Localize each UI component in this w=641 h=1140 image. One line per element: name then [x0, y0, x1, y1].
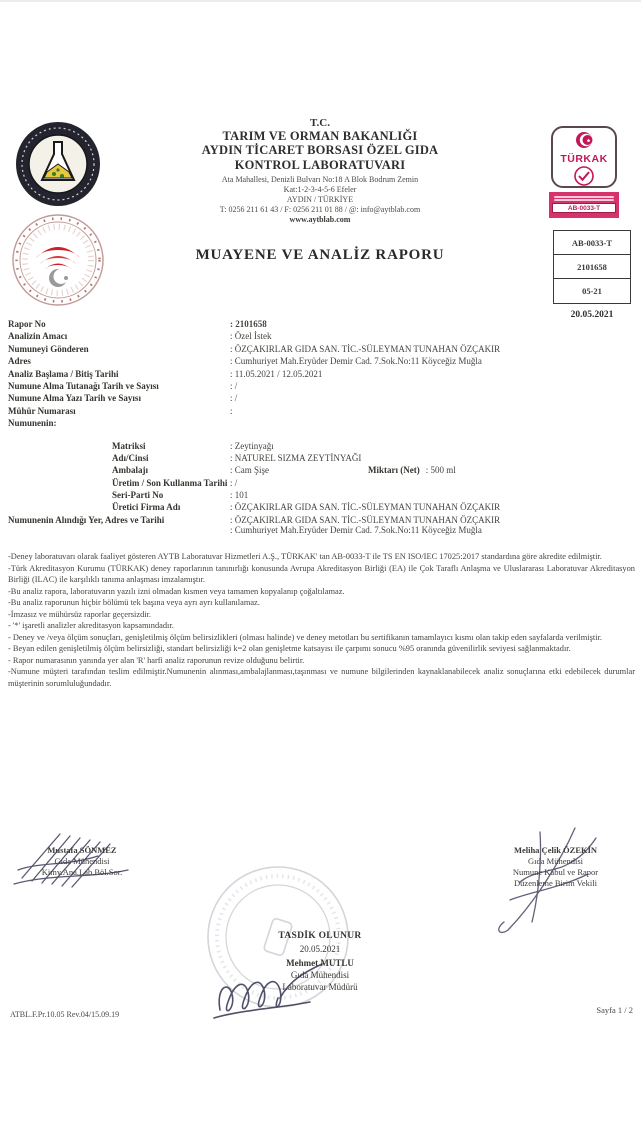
approval-label: TASDİK OLUNUR — [278, 931, 362, 941]
field-row — [8, 502, 635, 514]
report-date: 20.05.2021 — [570, 310, 614, 320]
note-line: -İmzasız ve mühürsüz raporlar geçersizdir. — [8, 609, 152, 619]
website-link[interactable]: www.aytblab.com — [289, 214, 351, 224]
field-value: : / — [230, 380, 238, 391]
field-value: : — [230, 405, 233, 416]
packaging-value: : Cam Şişe — [230, 465, 270, 476]
field-value: : Özel İstek — [230, 331, 272, 342]
field-label: Mühür Numarası — [8, 405, 76, 416]
field-label: Numuneyi Gönderen — [8, 343, 89, 354]
signer-title: Gıda Mühendisi — [527, 856, 583, 867]
turkak-label: TÜRKAK — [560, 153, 608, 165]
note-line: - '*' işaretli analizler akreditasyon kapsamındadır. — [8, 621, 174, 631]
field-label: Üretici Firma Adı — [112, 502, 181, 513]
signer-title: Düzenleme Birim Vekili — [514, 878, 597, 889]
field-row — [8, 369, 635, 381]
document-code: ATBL.F.Pr.10.05 Rev.04/15.09.19 — [10, 1010, 120, 1019]
checkmark-icon — [573, 165, 595, 187]
field-label: Seri-Parti No — [112, 490, 164, 501]
field-row — [8, 478, 635, 490]
net-amount-value: : 500 ml — [425, 465, 456, 476]
field-value: : / — [230, 393, 238, 404]
accreditation-band — [549, 192, 619, 218]
field-label: Numune Alma Yazı Tarih ve Sayısı — [8, 393, 141, 404]
address-line2: Kat:1-2-3-4-5-6 Efeler — [283, 184, 357, 194]
signature-block-left — [12, 845, 152, 878]
address-line1: Ata Mahallesi, Denizli Bulvarı No:18 A Blok Bodrum Zemin — [221, 174, 419, 184]
field-value: : ÖZÇAKIRLAR GIDA SAN. TİC.-SÜLEYMAN TUNAHAN ÖZÇAKIR — [230, 502, 501, 513]
field-value: : / — [230, 477, 238, 488]
field-value — [230, 465, 456, 475]
note-line: - Beyan edilen genişletilmiş ölçüm belirsizliği, standart belirsizliği k=2 olan genişletme katsayısı ile çarpımı sonucu %95 oranında güvenilirlik seviyesi sağlanmaktadır. — [8, 644, 571, 654]
field-value — [230, 515, 500, 535]
field-label: Rapor No — [8, 319, 46, 329]
document-title: MUAYENE VE ANALİZ RAPORU — [195, 247, 445, 263]
letterhead — [115, 117, 525, 225]
turkak-accreditation-mark-icon — [551, 126, 617, 188]
field-row — [8, 319, 635, 331]
field-row — [8, 406, 635, 418]
note-line: - Deney ve /veya ölçüm sonuçları, genişletilmiş ölçüm belirsizlikleri (olması halinde) ve deney metotları bu sertifikanın tamamlayıcı kısmı olan takip eden sayfalarda verilmiştir. — [8, 632, 602, 642]
note-line: -Bu analiz raporunun hiçbir bölümü tek başına veya ayrı ayrı kullanılamaz. — [8, 598, 260, 608]
signer-title: Laboratuvar Müdürü — [282, 982, 358, 993]
field-row — [8, 344, 635, 356]
field-row — [8, 418, 635, 430]
approval-date: 20.05.2021 — [299, 943, 341, 954]
address-line3: AYDIN / TÜRKİYE — [286, 194, 354, 204]
field-value: : NATUREL SIZMA ZEYTİNYAĞI — [230, 452, 362, 463]
field-label: Ambalajı — [112, 465, 148, 476]
note-line: -Numune müşteri tarafından teslim edilmiştir.Numunenin alınması,ambalajlanması,taşınması ve numune bilgilerinden kaynaklanabilecek analiz sonuçlarına etki edebilecek durumlar müşterinin sorumluluğundadır. — [8, 667, 635, 688]
note-line: - Rapor numarasının yanında yer alan 'R' harfi analiz raporunun revize olduğunu belirtir. — [8, 655, 305, 665]
field-row — [8, 453, 635, 465]
field-row — [8, 465, 635, 477]
signer-name: Mustafa SÖNMEZ — [47, 845, 117, 855]
field-label: Analizin Amacı — [8, 331, 68, 342]
report-fields — [8, 319, 635, 540]
accreditation-code: AB-0033-T — [552, 203, 616, 213]
field-row — [8, 515, 635, 540]
field-row — [8, 381, 635, 393]
note-line: -Türk Akreditasyon Kurumu (TÜRKAK) deney raporlarının tanınırlığı konusunda Avrupa Akreditasyon Birliği (EA) ile Çok Taraflı Anlaşma ve Uluslararası Laboratuvar Akreditasyon Birliği (ILAC) ile karşılıklı tanıma anlaşması imzalamıştır. — [8, 563, 635, 585]
field-label: Matriksi — [112, 440, 146, 451]
field-label: Adı/Cinsi — [112, 452, 149, 463]
field-row — [8, 356, 635, 368]
accreditation-number: AB-0033-T — [554, 231, 630, 255]
field-label: Analiz Başlama / Bitiş Tarihi — [8, 368, 119, 379]
field-value: : Cumhuriyet Mah.Eryüder Demir Cad. 7.Sok.No:11 Köyceğiz Muğla — [230, 356, 482, 367]
country-code: T.C. — [310, 117, 330, 129]
report-notes — [8, 551, 635, 689]
signer-title: Kimy.Ana.Lab.Böl.Sor. — [41, 867, 123, 878]
ministry-name: TARIM VE ORMAN BAKANLIĞI — [222, 129, 418, 143]
signature-block-right — [478, 845, 633, 889]
page-number: Sayfa 1 / 2 — [596, 1005, 633, 1015]
note-line: -Bu analiz rapora, laboratuvarın yazılı izni olmadan kısmen veya tamamen kopyalanıp çoğaltılamaz. — [8, 586, 345, 596]
accreditation-info-box — [553, 230, 631, 304]
field-value: : Zeytinyağı — [230, 440, 274, 451]
field-row — [8, 331, 635, 343]
report-number-box: 2101658 — [554, 255, 630, 279]
field-row — [8, 441, 635, 453]
field-row — [8, 490, 635, 502]
scan-edge — [0, 0, 641, 2]
field-value: : 101 — [230, 490, 249, 501]
approval-block — [225, 930, 415, 993]
band-smalltext-line — [554, 199, 614, 201]
ministry-seal-icon — [10, 212, 106, 313]
signer-name: Meliha Çelik ÖZEKİN — [513, 845, 598, 855]
organization-name-line1: AYDIN TİCARET BORSASI ÖZEL GIDA — [201, 143, 439, 158]
field-label: Numunenin: — [8, 418, 57, 429]
field-value: : 11.05.2021 / 12.05.2021 — [230, 368, 323, 379]
field-label: Üretim / Son Kullanma Tarihi — [112, 477, 228, 488]
field-label: Numunenin Alındığı Yer, Adres ve Tarihi — [8, 514, 165, 525]
signer-name: Mehmet MUTLU — [286, 957, 354, 968]
period-box: 05-21 — [582, 286, 602, 296]
band-smalltext-line — [554, 196, 614, 198]
note-line: -Deney laboratuvarı olarak faaliyet gösteren AYTB Laboratuvar Hizmetleri A.Ş., TÜRKAK' tan AB-0033-T ile TS EN ISO/IEC 17025:2017 standardına göre akredite edilmiştir. — [8, 552, 602, 561]
field-label: Adres — [8, 356, 31, 367]
net-amount-label: Miktarı (Net) — [368, 465, 420, 476]
field-label: Numune Alma Tutanağı Tarih ve Sayısı — [8, 380, 159, 391]
sampling-place-line2: : Cumhuriyet Mah.Eryüder Demir Cad. 7.Sok.No:11 Köyceğiz Muğla — [230, 524, 482, 535]
signer-title: Numune Kabul ve Rapor — [512, 867, 599, 878]
field-value: : ÖZÇAKIRLAR GIDA SAN. TİC.-SÜLEYMAN TUNAHAN ÖZÇAKIR — [230, 343, 501, 354]
organization-name-line2: KONTROL LABORATUVARI — [234, 157, 406, 172]
field-value: : 2101658 — [230, 319, 267, 329]
sampling-place-line1: : ÖZÇAKIRLAR GIDA SAN. TİC.-SÜLEYMAN TUNAHAN ÖZÇAKIR — [230, 514, 501, 525]
sample-fields — [8, 441, 635, 540]
signer-title: Gıda Mühendisi — [290, 970, 350, 981]
crescent-star-icon — [575, 131, 593, 149]
signer-title: Gıda Mühendisi — [54, 856, 110, 867]
field-row — [8, 393, 635, 405]
laboratory-emblem-icon — [14, 120, 102, 213]
contact-line: T: 0256 211 61 43 / F: 0256 211 01 88 / @: info@aytblab.com — [219, 204, 421, 214]
